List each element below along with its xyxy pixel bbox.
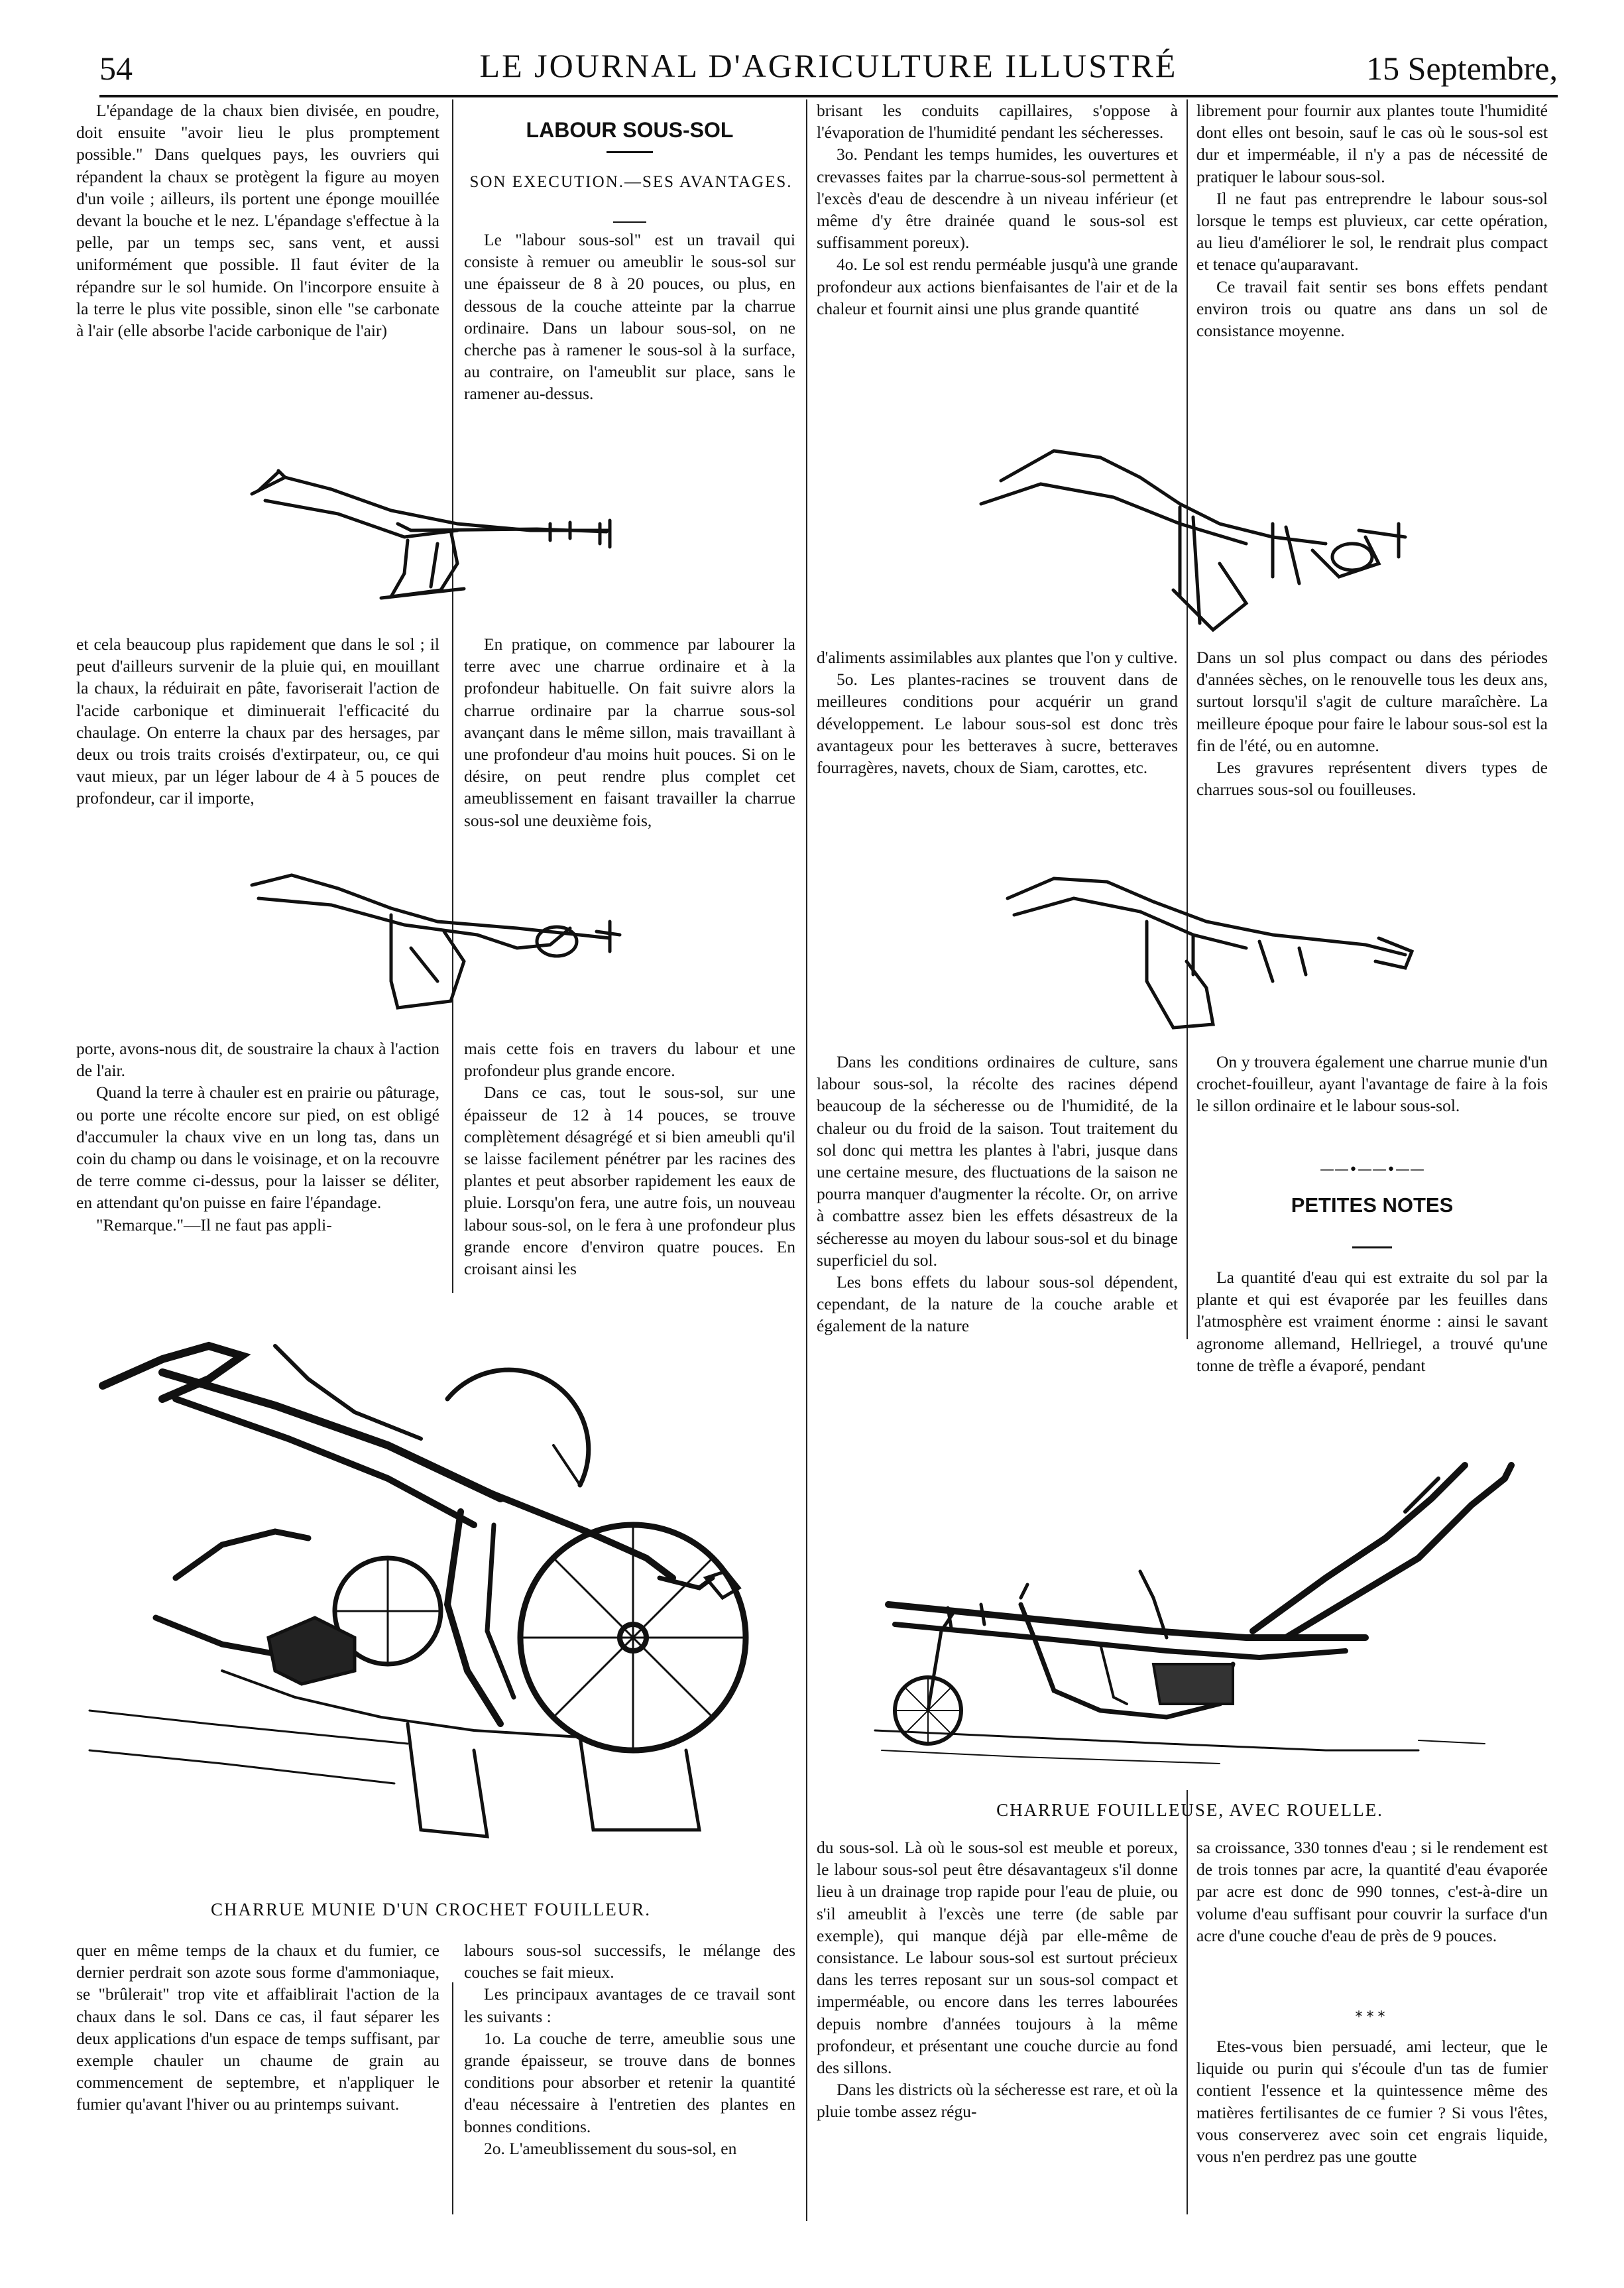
article-text-col2-top: Le "labour sous-sol" est un travail qui consiste à remuer ou ameublir le sous-sol sur une épaisseur de 8 à 20 pouces, ou plus, en dessous de la couche atteinte par la charrue ordinaire. Dans un labour sous-sol, on ne cherche pas à ramener le sous-sol à la surface, au contraire, on l'ameublit sur place, sans le ramener au-dessus. bbox=[464, 230, 795, 404]
article-text-col3-top: brisant les conduits capillaires, s'oppose à l'évaporation de l'humidité pendant les sécheresses. 3o. Pendant les temps humides, les ouvertures et crevasses faites par la charrue-sous-sol permettent à l'excès d'eau de descendre à un niveau inférieur (et même d'y être drainée quand le sous-sol est suffisamment poreux). 4o. Le sol est rendu perméable jusqu'à une grande profondeur aux actions bienfaisantes de l'air et de la chaleur et fournit ainsi une plus grande quantité bbox=[817, 101, 1178, 318]
header-rule bbox=[99, 95, 1558, 97]
article-text-col1-top: L'épandage de la chaux bien divisée, en poudre, doit ensuite "avoir lieu le plus promptement possible." Dans quelques pays, les ouvriers qui répandent la chaux se protègent la figure au moyen d'un voile ; ailleurs, ils portent une éponge mouillée devant la bouche et le nez. L'épandage s'effectue à la pelle, par un temps sec, sans vent, et aussi uniformément que possible. Il faut éviter de la répandre sur le sol humide. On l'incorpore ensuite à la terre le plus vite possible, sinon elle "se carbonate à l'air (elle absorbe l'acide carbonique de l'air) bbox=[76, 101, 439, 341]
column-rule bbox=[806, 99, 807, 2221]
article-text-col3-mid: d'aliments assimilables aux plantes que l'on y cultive. 5o. Les plantes-racines se trouvent dans de meilleures conditions pour acquérir un grand développement. Le labour sous-sol est donc très avantageux pour les betteraves à sucre, betteraves fourragères, navets, choux de Siam, carottes, etc. bbox=[817, 648, 1178, 778]
notes-text-1: La quantité d'eau qui est extraite du sol par la plante et qui est évaporée par les feuilles dans l'atmosphère est vraiment énorme : ainsi le savant agronome allemand, Hellriegel, a trouvé qu'une tonne de trèfle a évaporé, pendant bbox=[1196, 1268, 1548, 1375]
article-subtitle: SON EXECUTION.—SES AVANTAGES. bbox=[469, 173, 793, 191]
article-text-col4-top: librement pour fournir aux plantes toute l'humidité dont elles ont besoin, sauf le cas où le sous-sol est dur et imperméable, il n'y a pas de nécessité de pratiquer le labour sous-sol. Il ne faut pas entreprendre le labour sous-sol lorsque le temps est pluvieux, car cette opération, au lieu d'améliorer le sol, le rendrait plus compact et tenace qu'auparavant. Ce travail fait sentir ses bons effets pendant environ trois ou quatre ans dans un sol de consistance moyenne. bbox=[1196, 101, 1548, 341]
article-text-col3-bot: du sous-sol. Là où le sous-sol est meuble et poreux, le labour sous-sol peut être désavantageux s'il donne lieu à un drainage trop rapide pour l'eau de pluie, ou s'il ameublit à l'excès une terre (de sable par exemple), qui manque déjà par elle-même de consistance. Le labour sous-sol est surtout précieux dans les terres reposant sur un sous-sol compact et imperméable, ou encore dans les terres labourées depuis nombre d'années toujours à la même profondeur, et présentant une couche durcie au fond des sillons. Dans les districts où la sécheresse est rare, et où la pluie tombe assez régu- bbox=[817, 1838, 1178, 2122]
article-text-col1-low: porte, avons-nous dit, de soustraire la chaux à l'action de l'air. Quand la terre à chauler est en prairie ou pâturage, ou porte une récolte encore sur pied, on est obligé d'accumuler la chaux vive en un long tas, dans un coin du champ ou dans le voisinage, et on la recouvre de terre comme ci-dessus, pour la laisser se déliter, en attendant qu'on puisse en faire l'épandage. "Remarque."—Il ne faut pas appli- bbox=[76, 1039, 439, 1234]
page-header bbox=[99, 46, 1558, 93]
subsoil-plow-illustration-2 bbox=[901, 431, 1445, 650]
journal-title: LE JOURNAL D'AGRICULTURE ILLUSTRÉ bbox=[479, 47, 1178, 84]
notes-text-3: Etes-vous bien persuadé, ami lecteur, que le liquide ou purin qui s'écoule d'un tas de fumier contient l'essence et la quintessence même des matières fertilisantes de ce fumier ? Si vous l'êtes, vous conserverez avec soin cet engrais liquide, vous n'en perdrez pas une goutte bbox=[1196, 2037, 1548, 2167]
plow-with-subsoil-hook-illustration bbox=[76, 1326, 799, 1843]
notes-text-2: sa croissance, 330 tonnes d'eau ; si le rendement est de trois tonnes par acre, la quantité d'eau évaporée par acre est donc de 990 tonnes, c'est-à-dire un volume d'eau suffisant pour couvrir la surface d'un acre d'une couche d'eau de près de 9 pouces. bbox=[1196, 1838, 1548, 1945]
article-text-col1-bot: quer en même temps de la chaux et du fumier, ce dernier perdrait son azote sous forme d'ammoniaque, se "brûlerait" trop vite et affaiblirait l'action de la chaux dans le sol. Dans ce cas, il faut séparer les deux applications d'un espace de temps suffisant, par exemple chauler un chaume de grain au commencement de septembre, et n'appliquer le fumier qu'avant l'hiver ou au printemps suivant. bbox=[76, 1941, 439, 2114]
article-title: LABOUR SOUS-SOL bbox=[526, 118, 734, 142]
subsoil-plow-illustration-3 bbox=[239, 869, 643, 1034]
issue-date: 15 Septembre, bbox=[1366, 50, 1558, 87]
article-text-col3-low: Dans les conditions ordinaires de culture, sans labour sous-sol, la récolte des racines dépend beaucoup de la sécheresse ou de l'humidité, de la chaleur ou du froid de la saison. Tout traitement du sol donc qui mettra les plantes à l'abri, jusque dans une certaine mesure, des fluctuations de la saison ne pourra manquer d'augmenter la récolte. Or, on arrive à combattre assez bien les effets désastreux de la sécheresse au moyen du labour sous-sol et du binage superficiel du sol. Les bons effets du labour sous-sol dépendent, cependant, de la nature de la couche arable et également de la nature bbox=[817, 1052, 1178, 1336]
column-rule bbox=[452, 1982, 453, 2214]
notes-separator: *** bbox=[1355, 2009, 1389, 2025]
subsoil-plow-illustration-1 bbox=[239, 431, 643, 630]
article-text-col4-low: On y trouvera également une charrue munie d'un crochet-fouilleur, ayant l'avantage de faire à la fois le sillon ordinaire et le labour sous-sol. bbox=[1196, 1052, 1548, 1116]
column-rule bbox=[1187, 1790, 1188, 2214]
title-rule bbox=[607, 151, 653, 153]
column-rule bbox=[452, 99, 453, 1293]
article-text-col2-low: mais cette fois en travers du labour et une profondeur plus grande encore. Dans ce cas, tout le sous-sol, sur une épaisseur de 12 à 14 pouces, se trouve complètement désagrégé et si bien ameubli qu'il se laisse facilement pénétrer par les racines des plantes et peut absorber rapidement les eaux de pluie. Lorsqu'on fera, une autre fois, un nouveau labour sous-sol, on le fera à une profondeur plus grande encore d'environ quatre pouces. En croisant ainsi les bbox=[464, 1039, 795, 1279]
article-text-col1-mid: et cela beaucoup plus rapidement que dans le sol ; il peut d'ailleurs survenir de la pluie qui, en mouillant la chaux, la réduirait en pâte, favoriserait l'action de l'acide carbonique et diminuerait l'efficacité du chaulage. On enterre la chaux par des hersages, par deux ou trois traits croisés d'extirpateur, ou, ce qui vaut mieux, par un léger labour de 4 à 5 pouces de profondeur, car il importe, bbox=[76, 634, 439, 808]
article-text-col2-mid: En pratique, on commence par labourer la terre avec une charrue ordinaire et à la profondeur habituelle. On fait suivre alors la charrue ordinaire par la charrue sous-sol avançant dans le même sillon, mais travaillant à une profondeur d'au moins huit pouces. Si on le désire, on peut rendre plus complet cet ameublissement en faisant travailler la charrue sous-sol une deuxième fois, bbox=[464, 634, 795, 830]
ornamental-rule: ——•——•—— bbox=[1320, 1162, 1424, 1178]
subtitle-rule bbox=[613, 221, 646, 223]
subsoil-plow-with-wheel-illustration bbox=[822, 1439, 1558, 1770]
subsoil-plow-illustration-4 bbox=[994, 869, 1425, 1048]
notes-title: PETITES NOTES bbox=[1291, 1193, 1454, 1217]
column-rule bbox=[1187, 99, 1188, 1339]
caption-plow-with-wheel: CHARRUE FOUILLEUSE, AVEC ROUELLE. bbox=[996, 1800, 1383, 1820]
caption-plow-with-hook: CHARRUE MUNIE D'UN CROCHET FOUILLEUR. bbox=[210, 1899, 652, 1919]
page-number: 54 bbox=[99, 50, 133, 87]
notes-title-rule bbox=[1352, 1246, 1392, 1248]
article-text-col2-bot: labours sous-sol successifs, le mélange des couches se fait mieux. Les principaux avantages de ce travail sont les suivants : 1o. La couche de terre, ameublie sous une grande épaisseur, se trouve dans de bonnes conditions pour absorber et retenir la quantité d'eau nécessaire à l'entretien des plantes en bonnes conditions. 2o. L'ameublissement du sous-sol, en bbox=[464, 1941, 795, 2158]
article-text-col4-mid: Dans un sol plus compact ou dans des périodes d'années sèches, on le renouvelle tous les deux ans, surtout lorsqu'il s'agit de culture maraîchère. La meilleure époque pour faire le labour sous-sol est la fin de l'été, ou en automne. Les gravures représentent divers types de charrues sous-sol ou fouilleuses. bbox=[1196, 648, 1548, 800]
